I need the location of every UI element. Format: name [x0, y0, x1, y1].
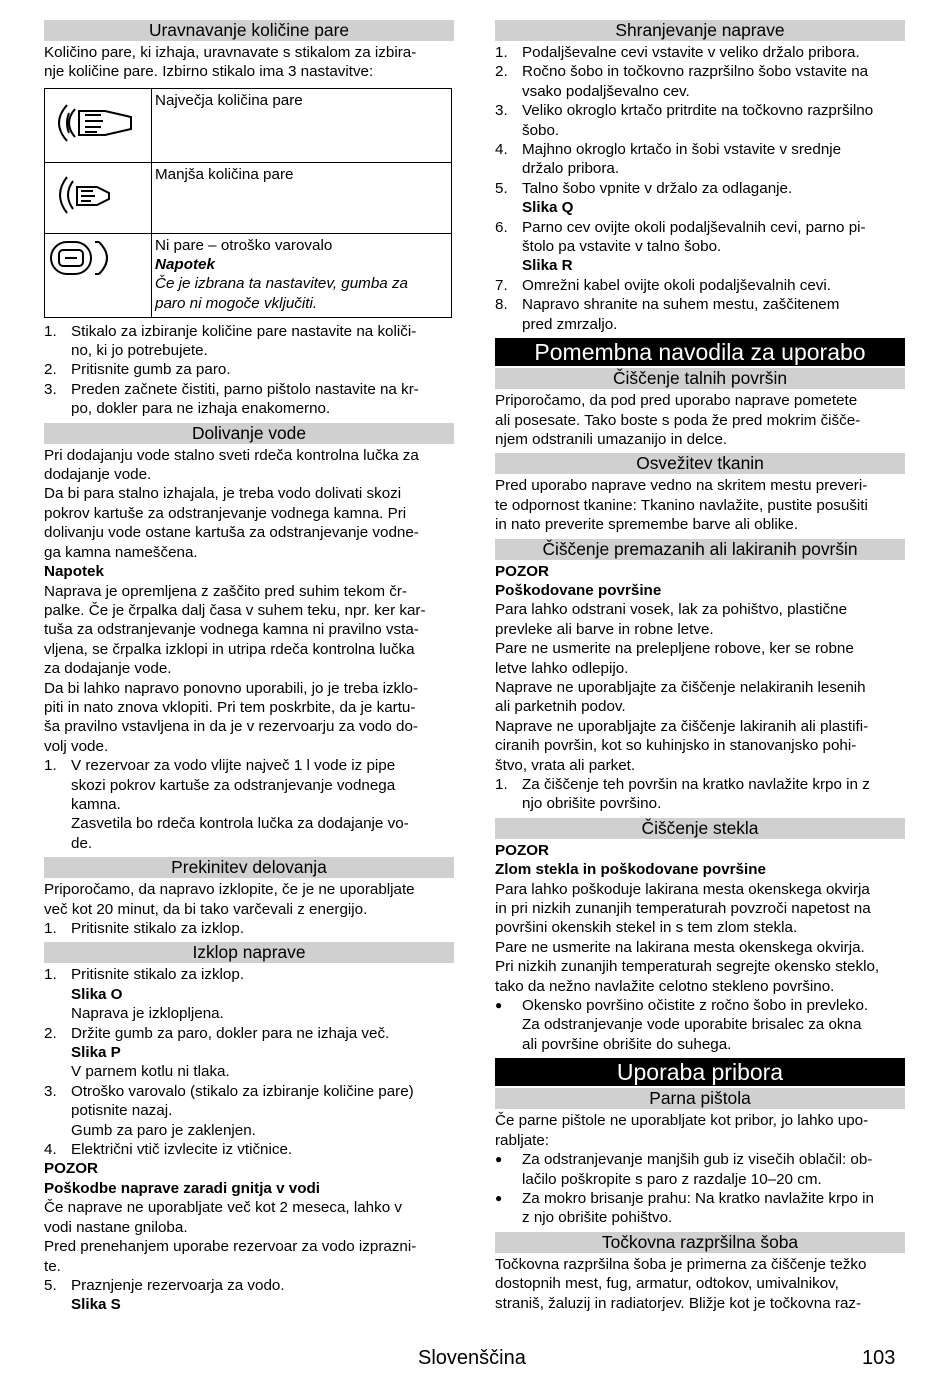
section-heading-refill-water: Dolivanje vode	[44, 423, 454, 444]
list-number: 2.	[495, 63, 508, 81]
bullet-item	[495, 1150, 905, 1189]
list-text: Napravo shranite na suhem mestu, zaščitenem	[522, 296, 840, 314]
list-text: potisnite nazaj.	[71, 1102, 173, 1120]
figure-reference: Slika Q	[522, 199, 574, 217]
steam-setting-table	[44, 88, 452, 318]
list-text: Talno šobo vpnite v držalo za odlaganje.	[522, 179, 793, 197]
paragraph-line: Priporočamo, da pod pred uporabo naprave pometete	[495, 392, 858, 410]
paragraph-line: in pri nizkih zunanjih temperaturah povzroči napetost na	[495, 900, 871, 918]
right-column	[495, 20, 905, 1313]
list-text: šobo.	[522, 121, 560, 139]
list-text: Majhno okroglo krtačo in šobi vstavite v srednje	[522, 141, 842, 159]
paragraph-line: palke. Če je črpalka dalj časa v suhem teku, npr. ker kar-	[44, 601, 426, 619]
list-text: Praznjenje rezervoarja za vodo.	[71, 1276, 285, 1294]
max-steam-icon	[45, 89, 149, 157]
list-number: 1.	[44, 966, 57, 984]
list-text: V rezervoar za vodo vlijte največ 1 l vode iz pipe	[71, 757, 396, 775]
bullet-item	[495, 996, 905, 1054]
bullet-item	[495, 1189, 905, 1228]
table-line: Ni pare – otroško varovalo	[155, 236, 333, 254]
list-text: njo obrišite površino.	[522, 795, 662, 813]
warning-label: POZOR	[495, 562, 550, 580]
list-number: 1.	[495, 44, 508, 61]
list-item	[44, 1276, 454, 1315]
child-lock-icon-cell	[45, 233, 152, 317]
paragraph-line: ali parketnih podov.	[495, 698, 626, 716]
paragraph-line: dodajanje vode.	[44, 466, 152, 484]
figure-reference: Slika P	[71, 1044, 121, 1062]
list-text: Preden začnete čistiti, parno pištolo nastavite na kr-	[71, 380, 419, 398]
paragraph-line: Da bi para stalno izhajala, je treba vodo dolivati skozi	[44, 485, 402, 503]
paragraph-line: Naprave ne uporabljajte za čiščenje nelakiranih lesenih	[495, 678, 866, 696]
paragraph-line: dostopnih mest, fug, armatur, odtokov, umivalnikov,	[495, 1275, 839, 1293]
paragraph-line: Pred prenehanjem uporabe rezervoar za vodo izprazni-	[44, 1238, 417, 1256]
list-text: V parnem kotlu ni tlaka.	[71, 1063, 230, 1081]
paragraph-line: vodi nastane gniloba.	[44, 1218, 188, 1236]
list-number: 4.	[495, 141, 508, 159]
list-number: 8.	[495, 296, 508, 314]
paragraph-line: vljena, se črpalka izklopi in utripa rdeča kontrolna lučka	[44, 640, 415, 658]
bullet-icon: ●	[495, 1152, 503, 1167]
paragraph-line: Da bi lahko napravo ponovno uporabili, jo je treba izklo-	[44, 679, 419, 697]
section-heading-turn-off-device: Izklop naprave	[44, 942, 454, 963]
paragraph-line: Para lahko poškoduje lakirana mesta okenskega okvirja	[495, 880, 870, 898]
list-text: skozi pokrov kartuše za odstranjevanje vodnega	[71, 776, 396, 794]
note-label: Napotek	[44, 563, 104, 581]
paragraph-line: ša pravilno vstavljena in da je v rezervoarju za vodo do-	[44, 718, 418, 736]
table-cell: Največja količina pare	[152, 88, 452, 162]
chapter-heading-accessories: Uporaba pribora	[495, 1058, 905, 1086]
paragraph-line: Para lahko odstrani vosek, lak za pohištvo, plastične	[495, 601, 848, 619]
figure-reference: Slika O	[71, 985, 123, 1003]
paragraph-line: Če naprave ne uporabljate več kot 2 meseca, lahko v	[44, 1199, 402, 1217]
section-heading-spot-nozzle: Točkovna razpršilna šoba	[495, 1232, 905, 1253]
figure-reference: Slika R	[522, 257, 573, 275]
list-item	[495, 101, 905, 140]
paragraph-line: Pri nizkih zunanjih temperaturah segrejte okensko steklo,	[495, 958, 880, 976]
list-text: Gumb za paro je zaklenjen.	[71, 1121, 256, 1139]
list-item	[44, 360, 454, 379]
table-line: Če je izbrana ta nastavitev, gumba za	[155, 275, 408, 293]
min-steam-icon-cell	[45, 163, 152, 233]
list-number: 5.	[495, 179, 508, 197]
list-number: 4.	[44, 1141, 57, 1159]
list-text: Veliko okroglo krtačo pritrdite na točkovno razpršilno	[522, 102, 874, 120]
list-text: lačilo poškropite s paro z razdalje 10–20 cm.	[522, 1170, 822, 1188]
list-text: pred zmrzaljo.	[522, 315, 618, 333]
paragraph-line: Točkovna razpršilna šoba je primerna za čiščenje težko	[495, 1255, 867, 1273]
paragraph-line: prevleke ali barve in robne letve.	[495, 620, 714, 638]
page-number: 103	[862, 1347, 896, 1369]
list-text: Za odstranjevanje manjših gub iz visečih oblačil: ob-	[522, 1151, 873, 1169]
list-item	[44, 322, 454, 361]
list-text: štolo pa vstavite v talno šobo.	[522, 238, 722, 256]
list-text: Naprava je izklopljena.	[71, 1005, 224, 1023]
paragraph-line: njem odstranili umazanijo in delce.	[495, 430, 728, 448]
table-cell: Manjša količina pare	[152, 163, 452, 233]
section-heading-floor-cleaning: Čiščenje talnih površin	[495, 368, 905, 389]
list-item	[495, 62, 905, 101]
paragraph-line: več kot 20 minut, da bi tako varčevali z energijo.	[44, 900, 368, 918]
paragraph-line: Pare ne usmerite na lakirana mesta okenskega okvirja.	[495, 938, 865, 956]
list-text: Stikalo za izbiranje količine pare nastavite na količi-	[71, 322, 417, 340]
list-text: Ročno šobo in točkovno razpršilno šobo vstavite na	[522, 63, 869, 81]
list-number: 1.	[44, 757, 57, 775]
list-item	[44, 919, 454, 938]
list-item	[44, 1024, 454, 1082]
list-text: Pritisnite stikalo za izklop.	[71, 966, 245, 984]
list-text: vsako podaljševalno cev.	[522, 82, 690, 100]
list-text: Pritisnite stikalo za izklop.	[71, 920, 245, 937]
paragraph-line: Količino pare, ki izhaja, uravnavate s stikalom za izbira-	[44, 44, 417, 61]
list-number: 6.	[495, 218, 508, 236]
paragraph-line: piti in nato znova vklopiti. Pri tem poskrbite, da je kartu-	[44, 698, 416, 716]
table-cell	[152, 233, 452, 317]
list-item	[495, 775, 905, 814]
list-text: kamna.	[71, 795, 121, 813]
list-text: Za odstranjevanje vode uporabite brisalec za okna	[522, 1016, 862, 1034]
paragraph-line: Pare ne usmerite na prelepljene robove, ker se robne	[495, 640, 854, 658]
list-item	[495, 140, 905, 179]
paragraph-line: Priporočamo, da napravo izklopite, če je ne uporabljate	[44, 881, 415, 899]
list-text: Okensko površino očistite z ročno šobo in prevleko.	[522, 997, 869, 1015]
list-text: Parno cev ovijte okoli podaljševalnih cevi, parno pi-	[522, 218, 866, 236]
list-number: 2.	[44, 361, 57, 379]
warning-subtitle: Poškodbe naprave zaradi gnitja v vodi	[44, 1179, 320, 1197]
list-item	[495, 179, 905, 218]
paragraph-line: rabljate:	[495, 1131, 550, 1149]
paragraph-line: štvo, vrata ali parket.	[495, 756, 636, 774]
list-item	[495, 218, 905, 276]
paragraph-line: tuša za odstranjevanje vodnega kamna ni pravilno vsta-	[44, 621, 419, 639]
paragraph-line: pokrov kartuše za odstranjevanje vodnega kamna. Pri	[44, 504, 407, 522]
paragraph-line: dolivanju vode ostane kartuša za odstranjevanje vodne-	[44, 524, 419, 542]
list-text: Pritisnite gumb za paro.	[71, 361, 231, 379]
list-text: držalo pribora.	[522, 160, 620, 178]
list-text: Podaljševalne cevi vstavite v veliko držalo pribora.	[522, 44, 860, 61]
paragraph-line: površini okenskih stekel in s tem zlom stekla.	[495, 919, 798, 937]
list-text: Držite gumb za paro, dokler para ne izhaja več.	[71, 1024, 390, 1042]
list-number: 5.	[44, 1276, 57, 1294]
list-item	[495, 43, 905, 62]
warning-label: POZOR	[44, 1160, 99, 1178]
paragraph-line: volj vode.	[44, 737, 109, 755]
list-item	[495, 276, 905, 295]
list-text: Omrežni kabel ovijte okoli podaljševalnih cevi.	[522, 276, 831, 294]
paragraph-line: Naprave ne uporabljajte za čiščenje lakiranih ali plastifi-	[495, 717, 869, 735]
paragraph-line: te odpornost tkanine: Tkanino navlažite, pustite posušiti	[495, 496, 868, 514]
list-text: no, ki jo potrebujete.	[71, 342, 208, 360]
list-text: po, dokler para ne izhaja enakomerno.	[71, 400, 331, 418]
warning-subtitle: Zlom stekla in poškodovane površine	[495, 861, 766, 879]
list-text: de.	[71, 834, 93, 852]
paragraph-line: Pri dodajanju vode stalno sveti rdeča kontrolna lučka za	[44, 446, 419, 464]
paragraph-line: ali posesate. Tako boste s poda že pred mokrim čišče-	[495, 411, 861, 429]
max-steam-icon-cell	[45, 88, 152, 162]
bullet-icon: ●	[495, 998, 503, 1013]
paragraph-line: ciranih površin, kot so kuhinjsko in stanovanjsko pohi-	[495, 737, 857, 755]
section-heading-storage: Shranjevanje naprave	[495, 20, 905, 41]
paragraph-line: in nato preverite spremembe barve ali oblike.	[495, 516, 799, 534]
paragraph-line: Naprava je opremljena z zaščito pred suhim tekom čr-	[44, 582, 407, 600]
list-text: Za čiščenje teh površin na kratko navlažite krpo in z	[522, 776, 870, 793]
list-number: 1.	[44, 920, 57, 937]
figure-reference: Slika S	[71, 1296, 121, 1314]
list-text: Za mokro brisanje prahu: Na kratko navlažite krpo in	[522, 1189, 875, 1207]
footer-language: Slovenščina	[418, 1347, 526, 1369]
list-number: 2.	[44, 1024, 57, 1042]
paragraph-line: te.	[44, 1257, 61, 1275]
paragraph-line: Če parne pištole ne uporabljate kot pribor, jo lahko upo-	[495, 1112, 869, 1130]
list-item	[44, 965, 454, 1023]
warning-label: POZOR	[495, 841, 550, 859]
min-steam-icon	[45, 163, 149, 227]
list-item	[495, 295, 905, 334]
list-number: 7.	[495, 276, 508, 294]
section-heading-steam-control: Uravnavanje količine pare	[44, 20, 454, 41]
list-item	[44, 1082, 454, 1140]
list-item	[44, 756, 454, 853]
paragraph-line: straniš, žaluzij in radiatorjev. Bližje kot je točkovna raz-	[495, 1294, 862, 1312]
paragraph-line: Pred uporabo naprave vedno na skritem mestu preveri-	[495, 477, 868, 495]
list-number: 1.	[44, 322, 57, 340]
list-text: Električni vtič izvlecite iz vtičnice.	[71, 1141, 293, 1159]
paragraph-line: nje količine pare. Izbirno stikalo ima 3 nastavitve:	[44, 63, 374, 81]
section-heading-glass-cleaning: Čiščenje stekla	[495, 818, 905, 839]
section-heading-coated-surfaces: Čiščenje premazanih ali lakiranih površin	[495, 539, 905, 560]
bullet-icon: ●	[495, 1190, 503, 1205]
list-number: 3.	[44, 380, 57, 398]
paragraph-line: za dodajanje vode.	[44, 660, 172, 678]
section-heading-fabric-refresh: Osvežitev tkanin	[495, 453, 905, 474]
child-lock-icon	[45, 234, 149, 286]
paragraph-line: tako da nežno navlažite celotno stekleno površino.	[495, 977, 835, 995]
list-number: 3.	[495, 102, 508, 120]
warning-subtitle: Poškodovane površine	[495, 581, 662, 599]
paragraph-line: ga kamna nameščena.	[44, 543, 198, 561]
list-item	[44, 380, 454, 419]
list-number: 3.	[44, 1082, 57, 1100]
paragraph-line: letve lahko odlepijo.	[495, 659, 629, 677]
list-text: Zasvetila bo rdeča kontrola lučka za dodajanje vo-	[71, 815, 409, 833]
section-heading-steam-gun: Parna pištola	[495, 1088, 905, 1109]
note-label: Napotek	[155, 256, 215, 274]
list-text: Otroško varovalo (stikalo za izbiranje količine pare)	[71, 1082, 414, 1100]
list-text: ali površine obrišite do suhega.	[522, 1035, 732, 1053]
list-item	[44, 1140, 454, 1159]
chapter-heading-usage-instructions: Pomembna navodila za uporabo	[495, 338, 905, 366]
list-text: z njo obrišite pohištvo.	[522, 1209, 673, 1227]
left-column	[44, 20, 454, 1315]
section-heading-interrupt-operation: Prekinitev delovanja	[44, 857, 454, 878]
table-line: paro ni mogoče vključiti.	[155, 294, 318, 312]
list-number: 1.	[495, 776, 508, 793]
